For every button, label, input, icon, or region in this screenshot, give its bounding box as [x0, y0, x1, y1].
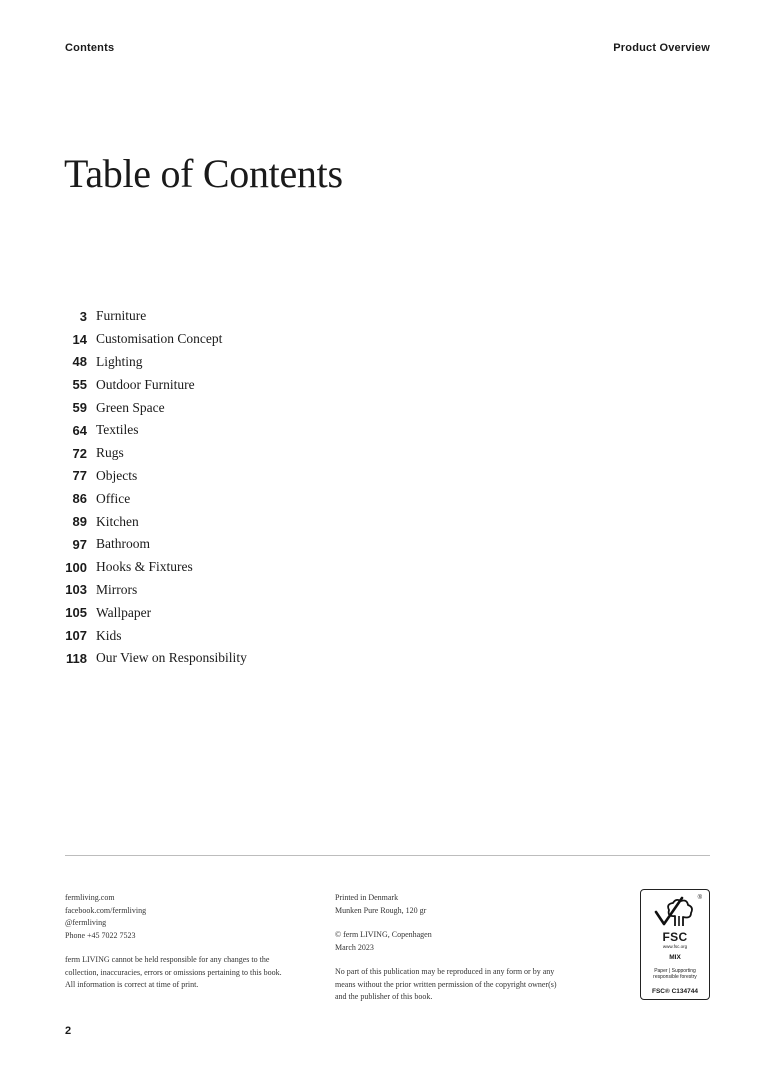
toc-entry-lighting[interactable]	[60, 351, 247, 374]
running-header-document: Product Overview	[613, 42, 710, 54]
facebook-link[interactable]: facebook.com/fermliving	[65, 905, 147, 915]
toc-entry-customisation-concept[interactable]	[60, 328, 247, 351]
toc-page-number: 86	[72, 491, 87, 507]
toc-entry-mirrors[interactable]	[60, 579, 247, 602]
toc-entry-label: Hooks & Fixtures	[96, 559, 193, 575]
fsc-claim-line: responsible forestry	[653, 974, 697, 980]
fsc-mix-label: MIX	[669, 954, 681, 961]
toc-entry-label: Furniture	[96, 308, 147, 324]
toc-entry-outdoor-furniture[interactable]	[60, 373, 247, 396]
toc-entry-bathroom[interactable]	[60, 533, 247, 556]
toc-page-number: 72	[72, 445, 87, 461]
toc-entry-label: Our View on Responsibility	[96, 650, 247, 666]
copyright-line: © ferm LIVING, Copenhagen	[335, 930, 432, 939]
toc-entry-label: Mirrors	[96, 581, 138, 597]
toc-page-number: 118	[66, 650, 87, 666]
rights-notice-line: means without the prior written permission of the copyright owner(s)	[335, 979, 557, 989]
toc-entry-label: Wallpaper	[96, 604, 152, 620]
toc-entry-label: Bathroom	[96, 536, 150, 552]
rights-notice-line: No part of this publication may be reproduced in any form or by any	[335, 967, 555, 976]
toc-entry-kids[interactable]	[60, 624, 247, 647]
toc-page-number: 55	[72, 377, 87, 393]
phone-number: Phone +45 7022 7523	[65, 930, 136, 940]
toc-entry-kitchen[interactable]	[60, 510, 247, 533]
toc-page-number: 105	[65, 605, 87, 621]
toc-entry-label: Kids	[96, 627, 122, 643]
toc-entry-responsibility[interactable]	[60, 647, 247, 670]
toc-entry-label: Outdoor Furniture	[96, 376, 195, 392]
toc-page-number: 59	[72, 400, 87, 416]
toc-entry-label: Office	[96, 490, 131, 506]
toc-page-number: 100	[65, 559, 87, 575]
instagram-handle: @fermliving	[65, 918, 107, 927]
rights-notice-line: and the publisher of this book.	[335, 992, 433, 1001]
print-location: Printed in Denmark	[335, 893, 399, 902]
disclaimer-line: All information is correct at time of print.	[65, 980, 199, 989]
toc-entry-label: Customisation Concept	[96, 331, 223, 347]
toc-page-number: 48	[72, 354, 87, 370]
toc-entry-label: Textiles	[96, 422, 139, 438]
toc-page-number: 103	[65, 582, 87, 598]
fsc-wordmark: FSC	[662, 930, 688, 944]
toc-entry-objects[interactable]	[60, 465, 247, 488]
publication-date: March 2023	[335, 942, 374, 952]
fsc-url: www.fsc.org	[662, 944, 688, 949]
page-number: 2	[65, 1025, 72, 1037]
paper-stock: Munken Pure Rough, 120 gr	[335, 905, 427, 915]
toc-entry-rugs[interactable]	[60, 442, 247, 465]
fsc-tree-check-icon	[653, 895, 697, 929]
fsc-certification-label: ® FSC www.fsc.org MIX Paper | Supporting responsible forestry FSC® C134744	[640, 889, 710, 1000]
toc-page-number: 77	[72, 468, 87, 484]
toc-entry-textiles[interactable]	[60, 419, 247, 442]
toc-entry-label: Rugs	[96, 445, 124, 461]
toc-entry-label: Objects	[96, 467, 138, 483]
footer-imprint-column	[335, 892, 585, 1004]
page-title: Table of Contents	[64, 151, 343, 196]
toc-entry-furniture[interactable]	[60, 305, 247, 328]
table-of-contents	[60, 305, 247, 670]
fsc-claim-line: Paper | Supporting	[654, 968, 696, 974]
disclaimer-line: ferm LIVING cannot be held responsible for any changes to the	[65, 955, 270, 964]
toc-page-number: 89	[72, 514, 87, 530]
toc-entry-wallpaper[interactable]	[60, 601, 247, 624]
disclaimer-line: collection, inaccuracies, errors or omissions pertaining to this book.	[65, 967, 282, 977]
toc-page-number: 14	[72, 331, 87, 347]
toc-page-number: 64	[72, 422, 87, 438]
toc-entry-green-space[interactable]	[60, 396, 247, 419]
footer-contact-column	[65, 892, 305, 992]
footer-divider	[65, 855, 710, 856]
running-header-section: Contents	[65, 42, 115, 54]
toc-entry-label: Lighting	[96, 353, 143, 369]
toc-page-number: 107	[65, 628, 87, 644]
toc-entry-label: Kitchen	[96, 513, 139, 529]
toc-page-number: 97	[72, 536, 87, 552]
toc-entry-hooks-fixtures[interactable]	[60, 556, 247, 579]
fsc-license-code: FSC® C134744	[652, 988, 698, 995]
toc-entry-label: Green Space	[96, 399, 165, 415]
toc-entry-office[interactable]	[60, 487, 247, 510]
toc-page-number: 3	[79, 308, 87, 324]
website-link[interactable]: fermliving.com	[65, 893, 115, 902]
